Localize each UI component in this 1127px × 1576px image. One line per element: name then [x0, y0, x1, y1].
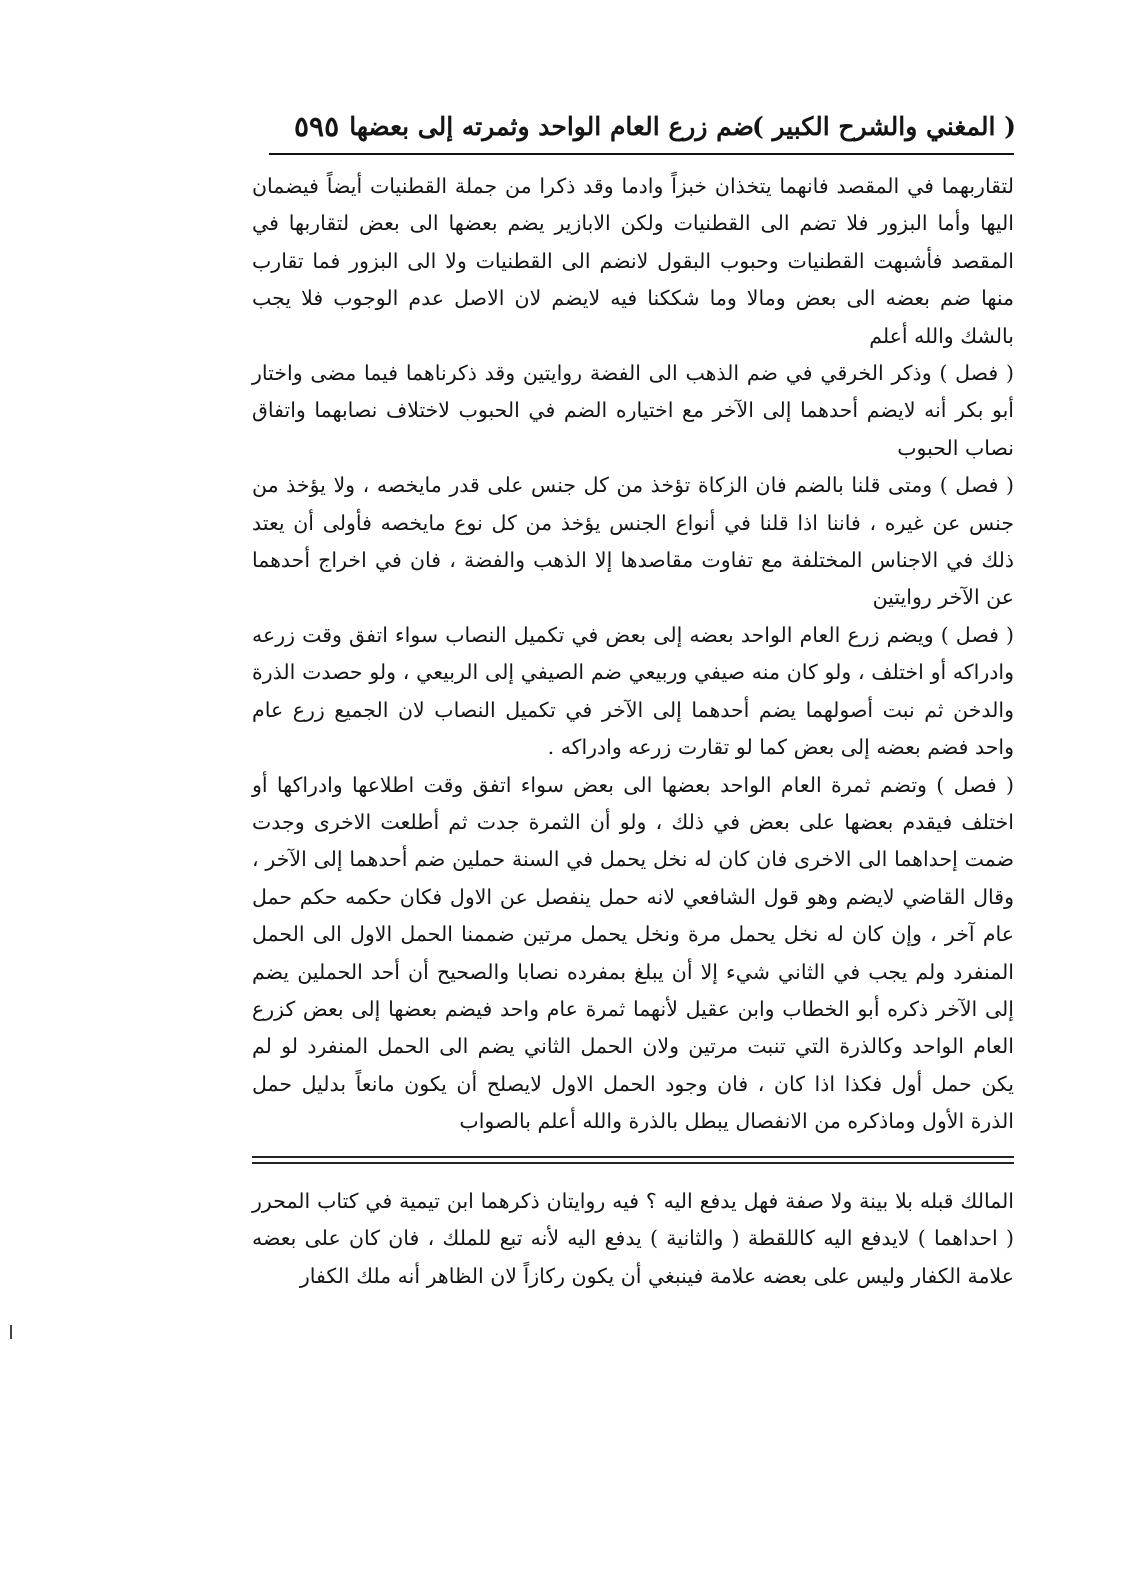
scan-edge-mark [10, 1325, 12, 1339]
body-paragraph-crops-same-year: ( فصل ) ويضم زرع العام الواحد بعضه إلى بعض في تكميل النصاب سواء اتفق وقت زرعه وادراكه أو اختلف ، ولو كان منه صيفي وربيعي ضم الصيفي إلى الربيعي ، ولو حصدت الذرة والدخن ثم نبت أصولهما يضم أحدهما إلى الآخر في تكميل النصاب لان الجميع زرع عام واحد فضم بعضه إلى بعض كما لو تقارت زرعه وادراكه . [252, 622, 1014, 760]
header-divider [269, 153, 1014, 155]
body-paragraph-zakat-per-kind: ( فصل ) ومتى قلنا بالضم فان الزكاة تؤخذ من كل جنس على قدر مايخصه ، ولا يؤخذ من جنس عن غيره ، فاننا اذا قلنا في أنواع الجنس يؤخذ من كل نوع مايخصه فأولى أن يعتد ذلك في الاجناس المختلفة مع تفاوت مقاصدها إلا الذهب والفضة ، فان في اخراج أحدهما عن الآخر روايتين [252, 473, 1014, 610]
footnote-paragraph: المالك قبله بلا بينة ولا صفة فهل يدفع اليه ؟ فيه روايتان ذكرهما ابن تيمية في كتاب المحرر ( احداهما ) لايدفع اليه كاللقطة ( والثانية ) يدفع اليه لأنه تبع للملك ، فان كان على بعضه علامة الكفار وليس على بعضه علامة فينبغي أن يكون ركازاً لان الظاهر أنه ملك الكفار [252, 1189, 1014, 1288]
footnote-divider-bottom [252, 1162, 1014, 1164]
chapter-title: ضم زرع العام الواحد وثمرته إلى بعضها [349, 112, 754, 141]
page-header [266, 108, 1016, 150]
body-paragraph-fruits-same-year: ( فصل ) وتضم ثمرة العام الواحد بعضها الى بعض سواء اتفق وقت اطلاعها وادراكها أو اختلف فيقدم بعضها على بعض في ذلك ، ولو أن الثمرة جدت ثم أطلعت الاخرى وجدت ضمت إحداهما الى الاخرى فان كان له نخل يحمل في السنة حملين ضم أحدهما إلى الآخر ، وقال القاضي لايضم وهو قول الشافعي لانه حمل ينفصل عن الاول فكان حكمه حكم حمل عام آخر ، وإن كان له نخل يحمل مرة ونخل يحمل مرتين ضممنا الحمل الاول الى الحمل المنفرد ولم يجب في الثاني شيء إلا أن يبلغ بمفرده نصابا والصحيح أن أحد الحملين يضم إلى الآخر ذكره أبو الخطاب وابن عقيل لأنهما ثمرة عام واحد فيضم بعضها إلى بعض كزرع العام الواحد وكالذرة التي تنبت مرتين ولان الحمل الثاني يضم الى الحمل المنفرد لو لم يكن حمل أول فكذا اذا كان ، فان وجود الحمل الاول لايصلح أن يكون مانعاً بدليل حمل الذرة الأول وماذكره من الانفصال يبطل بالذرة والله أعلم بالصواب [252, 772, 1014, 1134]
body-paragraph-gold-silver: ( فصل ) وذكر الخرقي في ضم الذهب الى الفضة روايتين وقد ذكرناهما فيما مضى واختار أبو بكر أنه لايضم أحدهما إلى الآخر مع اختياره الضم في الحبوب لاختلاف نصابهما واتفاق نصاب الحبوب [252, 361, 1014, 460]
book-title: ( المغني والشرح الكبير ) [751, 112, 1016, 141]
page-number: ٥٩٥ [294, 110, 340, 143]
footnote-divider-top [252, 1156, 1014, 1158]
main-body [252, 168, 1014, 1141]
body-paragraph-intro: لتقاربهما في المقصد فانهما يتخذان خبزاً وادما وقد ذكرا من جملة القطنيات أيضاً فيضمان اليها وأما البزور فلا تضم الى القطنيات ولكن الابازير يضم بعضها الى بعض لتقاربها في المقصد فأشبهت القطنيات وحبوب البقول لانضم الى القطنيات ولا الى البزور فما تقارب منها ضم بعضه الى بعض ومالا وما شككنا فيه لايضم لان الاصل عدم الوجوب فلا يجب بالشك والله أعلم [252, 174, 1014, 348]
footnote-block [252, 1183, 1014, 1295]
